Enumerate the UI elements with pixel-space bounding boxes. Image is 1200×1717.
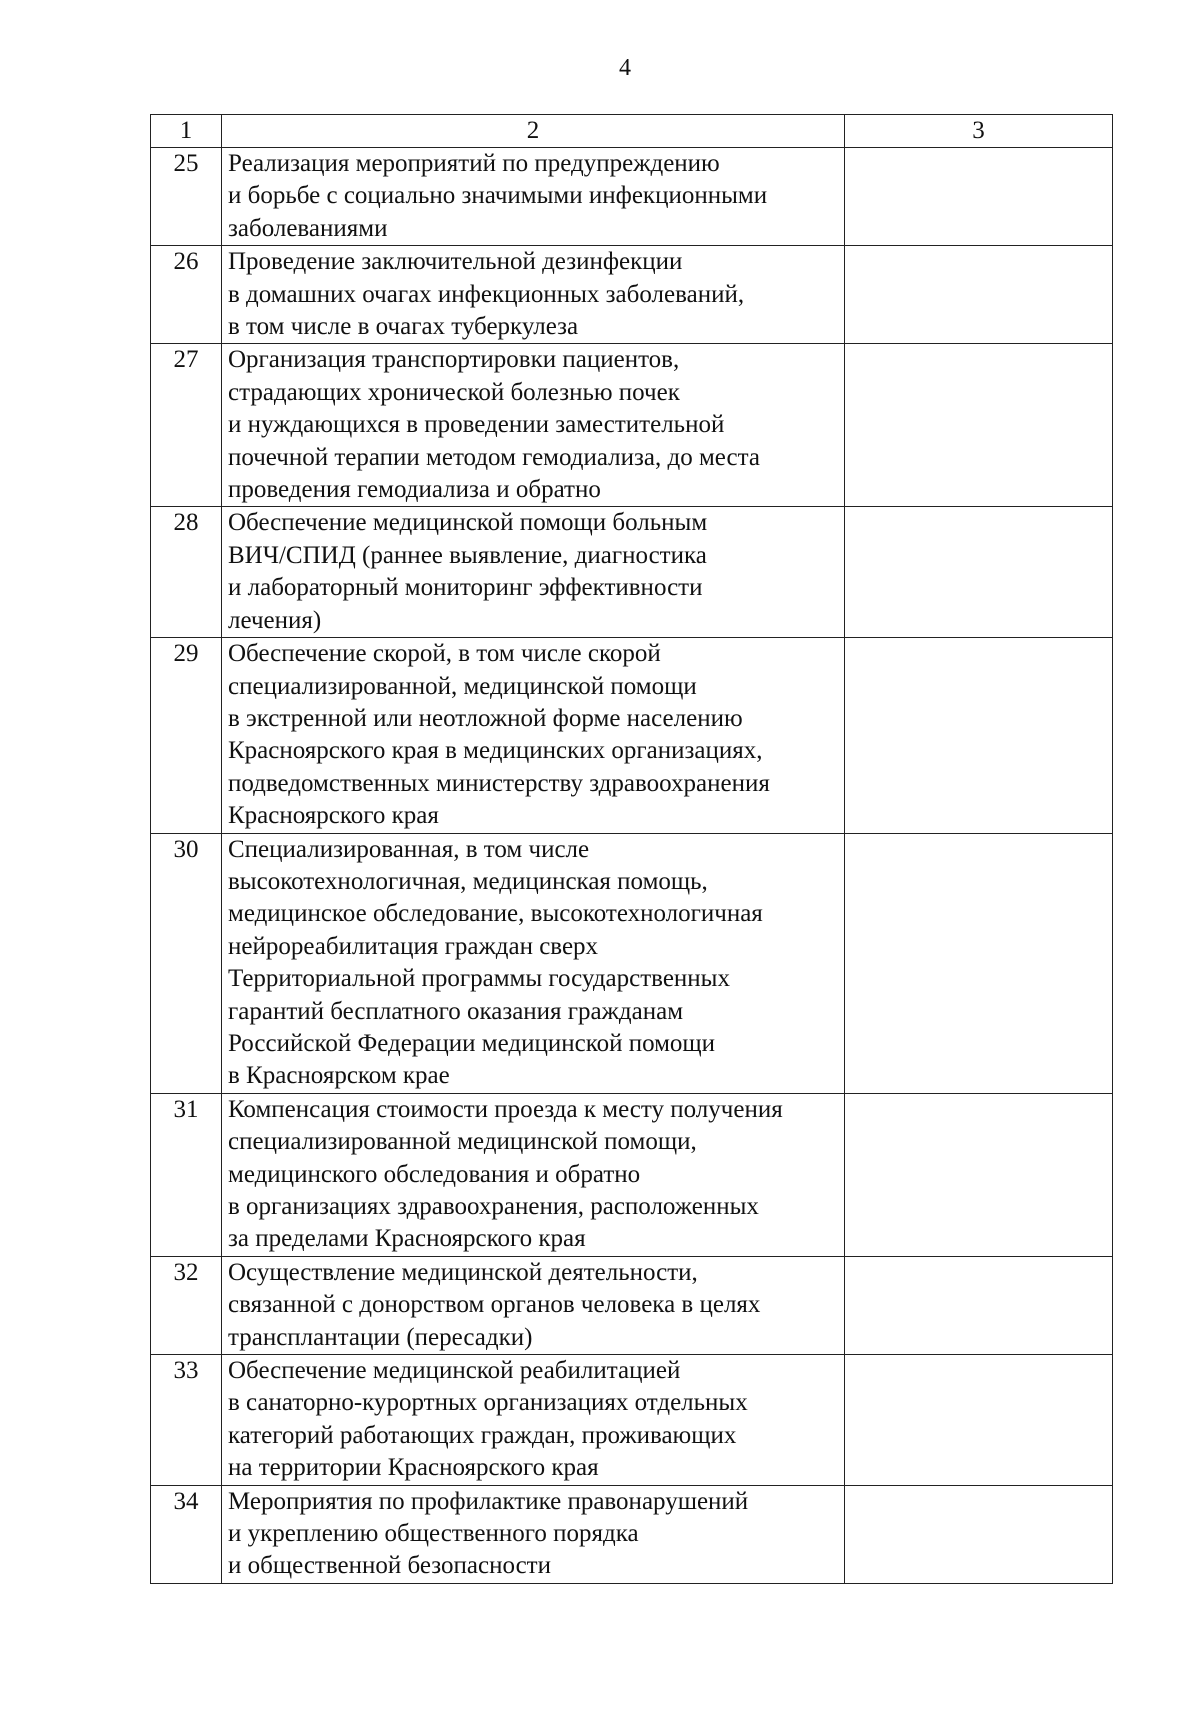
row-column-3 [845,1485,1113,1583]
row-description: Реализация мероприятий по предупреждению и борьбе с социально значимыми инфекционными заболеваниями [222,148,845,246]
row-description: Мероприятия по профилактике правонарушений и укреплению общественного порядка и общественной безопасности [222,1485,845,1583]
row-column-3 [845,1355,1113,1486]
row-column-3 [845,833,1113,1093]
row-column-3 [845,638,1113,833]
row-column-3 [845,344,1113,507]
table-row [151,1355,1113,1486]
row-description: Компенсация стоимости проезда к месту получения специализированной медицинской помощи, медицинского обследования и обратно в организациях здравоохранения, расположенных за пределами Красноярского края [222,1093,845,1256]
column-header-3: 3 [845,115,1113,148]
table-row [151,507,1113,638]
column-header-1: 1 [151,115,222,148]
row-number: 26 [151,246,222,344]
row-column-3 [845,148,1113,246]
row-number: 28 [151,507,222,638]
row-column-3 [845,1093,1113,1256]
row-number: 29 [151,638,222,833]
table-row [151,148,1113,246]
row-description: Обеспечение скорой, в том числе скорой специализированной, медицинской помощи в экстренной или неотложной форме населению Красноярского края в медицинских организациях, подведомственных министерству здравоохранения Красноярского края [222,638,845,833]
row-column-3 [845,507,1113,638]
table-body [151,148,1113,1584]
table-row [151,344,1113,507]
row-number: 34 [151,1485,222,1583]
row-number: 31 [151,1093,222,1256]
column-header-2: 2 [222,115,845,148]
row-column-3 [845,1256,1113,1354]
document-table [150,114,1113,1584]
page-number: 4 [619,55,631,81]
row-number: 25 [151,148,222,246]
table-row [151,246,1113,344]
row-description: Организация транспортировки пациентов, страдающих хронической болезнью почек и нуждающихся в проведении заместительной почечной терапии методом гемодиализа, до места проведения гемодиализа и обратно [222,344,845,507]
row-description: Проведение заключительной дезинфекции в домашних очагах инфекционных заболеваний, в том числе в очагах туберкулеза [222,246,845,344]
table-row [151,638,1113,833]
row-number: 33 [151,1355,222,1486]
table-header-row [151,115,1113,148]
row-number: 30 [151,833,222,1093]
row-number: 32 [151,1256,222,1354]
table-row [151,1485,1113,1583]
row-description: Осуществление медицинской деятельности, связанной с донорством органов человека в целях трансплантации (пересадки) [222,1256,845,1354]
table-row [151,1256,1113,1354]
table-row [151,1093,1113,1256]
row-description: Обеспечение медицинской помощи больным ВИЧ/СПИД (раннее выявление, диагностика и лабораторный мониторинг эффективности лечения) [222,507,845,638]
table-row [151,833,1113,1093]
row-column-3 [845,246,1113,344]
row-description: Обеспечение медицинской реабилитацией в санаторно-курортных организациях отдельных категорий работающих граждан, проживающих на территории Красноярского края [222,1355,845,1486]
table-header [151,115,1113,148]
row-description: Специализированная, в том числе высокотехнологичная, медицинская помощь, медицинское обследование, высокотехнологичная нейрореабилитация граждан сверх Территориальной программы государственных гарантий бесплатного оказания гражданам Российской Федерации медицинской помощи в Красноярском крае [222,833,845,1093]
row-number: 27 [151,344,222,507]
